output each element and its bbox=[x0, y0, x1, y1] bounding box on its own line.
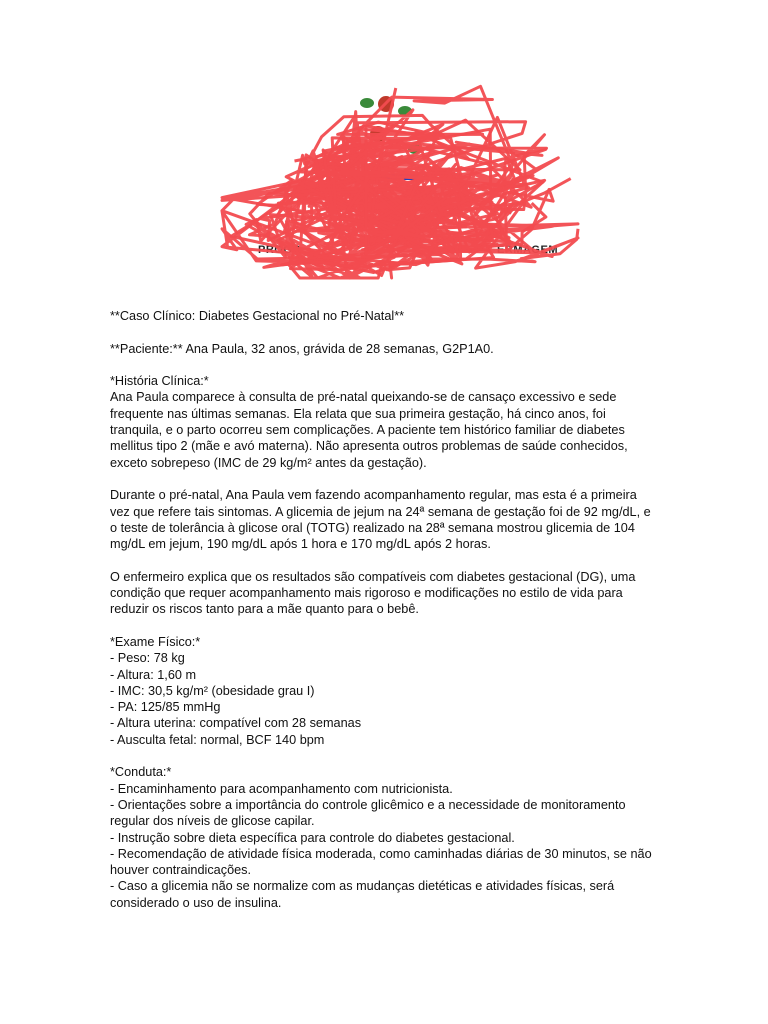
conduct-line: considerado o uso de insulina. bbox=[110, 895, 282, 910]
exam-item: - PA: 125/85 mmHg bbox=[110, 700, 221, 715]
text-line: exceto sobrepeso (IMC de 29 kg/m² antes da gestação). bbox=[110, 455, 427, 470]
explanation-paragraph bbox=[110, 569, 670, 618]
conduct-line: - Encaminhamento para acompanhamento com nutricionista. bbox=[110, 781, 453, 796]
exam-item: - Altura: 1,60 m bbox=[110, 667, 197, 682]
exam-item: - IMC: 30,5 kg/m² (obesidade grau I) bbox=[110, 683, 315, 698]
text-line: Ana Paula comparece à consulta de pré-natal queixando-se de cansaço excessivo e sede bbox=[110, 390, 617, 405]
history-paragraph bbox=[110, 389, 670, 470]
case-content bbox=[110, 308, 670, 911]
text-line: reduzir os riscos tanto para a mãe quanto para o bebê. bbox=[110, 602, 419, 617]
conduct-line: houver contraindicações. bbox=[110, 863, 252, 878]
text-line: tranquila, e o parto ocorreu sem complicações. A paciente tem histórico familiar de diabetes bbox=[110, 423, 625, 438]
text-line: frequente nas últimas semanas. Ela relata que sua primeira gestação, há cinco anos, foi bbox=[110, 406, 606, 421]
exam-item: - Ausculta fetal: normal, BCF 140 bpm bbox=[110, 732, 325, 747]
text-line: O enfermeiro explica que os resultados são compatíveis com diabetes gestacional (DG), uma bbox=[110, 569, 636, 584]
case-title: **Caso Clínico: Diabetes Gestacional no Pré-Natal** bbox=[110, 309, 405, 323]
conduct-heading: *Conduta:* bbox=[110, 765, 172, 780]
patient-line: **Paciente:** Ana Paula, 32 anos, grávida de 28 semanas, G2P1A0. bbox=[110, 341, 494, 356]
redacted-header bbox=[220, 80, 580, 280]
conduct-line: regular dos níveis de glicose capilar. bbox=[110, 814, 315, 829]
exam-item: - Peso: 78 kg bbox=[110, 651, 185, 666]
exam-heading: *Exame Físico:* bbox=[110, 634, 201, 649]
header-text-right: ERMAGEM bbox=[497, 244, 558, 256]
text-line: mg/dL em jejum, 190 mg/dL após 1 hora e 170 mg/dL após 2 horas. bbox=[110, 537, 491, 552]
history-heading: *História Clínica:* bbox=[110, 374, 209, 389]
conduct-line: - Instrução sobre dieta específica para controle do diabetes gestacional. bbox=[110, 830, 515, 845]
prenatal-paragraph bbox=[110, 487, 670, 552]
exam-list bbox=[110, 650, 670, 748]
text-line: o teste de tolerância à glicose oral (TOTG) realizado na 28ª semana mostrou glicemia de 104 bbox=[110, 520, 635, 535]
text-line: vez que refere tais sintomas. A glicemia de jejum na 24ª semana de gestação foi de 92 mg/dL, e bbox=[110, 504, 651, 519]
header-text-left: PROGR bbox=[258, 244, 301, 256]
text-line: Durante o pré-natal, Ana Paula vem fazendo acompanhamento regular, mas esta é a primeira bbox=[110, 488, 637, 503]
text-line: condição que requer acompanhamento mais rigoroso e modificações no estilo de vida para bbox=[110, 586, 623, 601]
conduct-list bbox=[110, 781, 670, 911]
exam-item: - Altura uterina: compatível com 28 semanas bbox=[110, 716, 362, 731]
redaction-scribble bbox=[220, 80, 580, 280]
conduct-line: - Recomendação de atividade física moderada, como caminhadas diárias de 30 minutos, se não bbox=[110, 846, 652, 861]
text-line: mellitus tipo 2 (mãe e avó materna). Não apresenta outros problemas de saúde conhecidos, bbox=[110, 439, 628, 454]
conduct-line: - Orientações sobre a importância do controle glicêmico e a necessidade de monitoramento bbox=[110, 797, 626, 812]
conduct-line: - Caso a glicemia não se normalize com as mudanças dietéticas e atividades físicas, será bbox=[110, 879, 615, 894]
